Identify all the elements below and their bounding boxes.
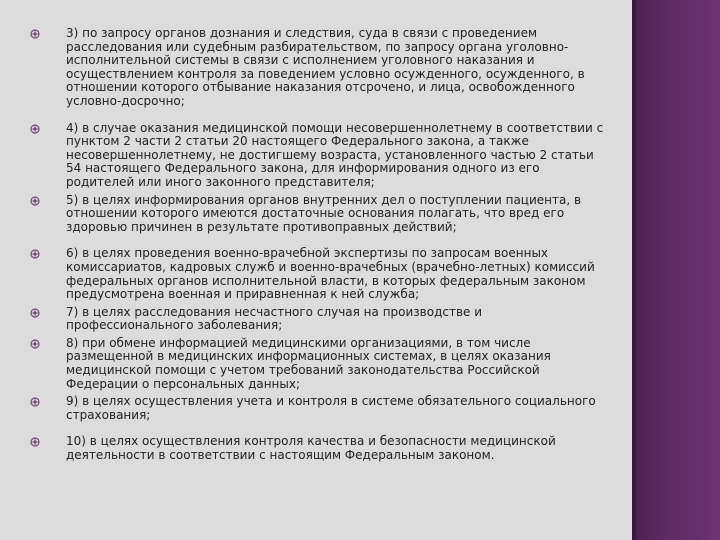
list-item (30, 27, 608, 109)
list-item-text: 5) в целях информирования органов внутренних дел о поступлении пациента, в отношении которого имеются достаточные основания полагать, что вред его здоровью причинен в результате противоправных действий; (66, 192, 582, 234)
list-item-text: 4) в случае оказания медицинской помощи несовершеннолетнему в соответствии с пунктом 2 части 2 статьи 20 настоящего Федерального закона, а также несовершеннолетнему, не достигшему возраста, установленного частью 2 статьи 54 настоящего Федерального закона, для информирования одного из его родителей или иного законного представителя; (66, 120, 604, 189)
list-item (30, 194, 608, 235)
ornate-bullet-icon (30, 397, 40, 407)
list-item (30, 337, 608, 391)
list-item-text: 9) в целях осуществления учета и контроля в системе обязательного социального страхования; (66, 394, 596, 422)
list-item (30, 247, 608, 301)
list-item (30, 435, 608, 462)
ornate-bullet-icon (30, 339, 40, 349)
item-list (30, 27, 608, 467)
list-item-text: 10) в целях осуществления контроля качества и безопасности медицинской деятельности в соответствии с настоящим Федеральным законом. (66, 434, 556, 463)
decorative-side-panel (632, 0, 720, 540)
list-item-text: 7) в целях расследования несчастного случая на производстве и профессионального заболевания; (66, 304, 483, 333)
list-item (30, 306, 608, 333)
list-item-text: 3) по запросу органов дознания и следствия, суда в связи с проведением расследования или судебным разбирательством, по запросу органа уголовно-исполнительной системы в связи с исполнением уголовного наказания и осуществлением контроля за поведением условно осужденного, осужденного, в отношении которого отбывание наказания отсрочено, и лица, освобожденного условно-досрочно; (66, 26, 585, 108)
list-item-text: 8) при обмене информацией медицинскими организациями, в том числе размещенной в медицинских информационных системах, в целях оказания медицинской помощи с учетом требований законодательства Российской Федерации о персональных данных; (66, 335, 551, 391)
ornate-bullet-icon (30, 249, 40, 259)
list-item-text: 6) в целях проведения военно-врачебной экспертизы по запросам военных комиссариатов, кадровых служб и военно-врачебных (врачебно-летных) комиссий федеральных органов исполнительной власти, в которых федеральным законом предусмотрена военная и приравненная к ней служба; (66, 246, 595, 302)
list-item (30, 395, 608, 422)
ornate-bullet-icon (30, 196, 40, 206)
ornate-bullet-icon (30, 308, 40, 318)
side-panel-edge (632, 0, 636, 540)
ornate-bullet-icon (30, 29, 40, 39)
ornate-bullet-icon (30, 437, 40, 447)
list-item (30, 122, 608, 190)
ornate-bullet-icon (30, 124, 40, 134)
